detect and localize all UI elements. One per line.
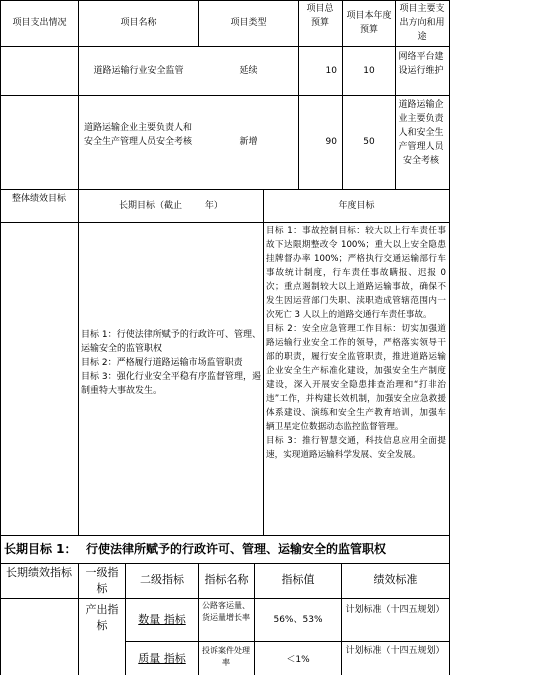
header-project-type: 项目类型: [230, 18, 267, 28]
table-line: [0, 189, 449, 190]
table-line: [0, 0, 1, 675]
header-direction: 项目主要支出方向和用途: [399, 4, 445, 42]
header-expenditure: 项目支出情况: [12, 18, 67, 28]
header-project-name: 项目名称: [120, 18, 157, 28]
project-1-total-budget: 10: [325, 66, 337, 76]
indicator-1-name: 公路客运量、货运量增长率: [202, 601, 250, 622]
long-term-indicator-label: 长期绩效指标: [6, 566, 72, 579]
annual-goal-header: 年度目标: [338, 201, 375, 211]
long-goal-1-text: 行使法律所赋予的行政许可、管理、运输安全的监管职权: [86, 542, 387, 556]
project-1-type: 延续: [239, 66, 258, 76]
project-1-year-budget: 10: [363, 66, 375, 76]
table-line: [298, 0, 299, 189]
project-2-year-budget: 50: [363, 137, 375, 147]
table-line: [125, 641, 449, 642]
performance-standard-header: 绩效标准: [373, 573, 418, 586]
project-2-total-budget: 90: [325, 137, 337, 147]
header-total-budget: 项目总预算: [306, 4, 334, 28]
long-term-goals-text: 目标 1：行使法律所赋予的行政许可、管理、运输安全的监管职权 目标 2：严格履行道路运输市场监管职责 目标 3：强化行业安全平稳有序监督管理，遏制重特大事故发生。: [81, 330, 261, 396]
level1-header: 一级指标: [85, 566, 119, 595]
table-line: [263, 189, 264, 535]
table-line: [0, 46, 449, 47]
indicator-value-header: 指标值: [281, 573, 315, 586]
indicator-name-header: 指标名称: [204, 573, 249, 586]
overall-goal-label: 整体绩效目标: [11, 194, 66, 204]
table-line: [0, 535, 449, 536]
table-line: [0, 598, 449, 599]
table-line: [342, 0, 343, 189]
level2-header: 二级指标: [140, 573, 184, 586]
table-line: [78, 0, 79, 535]
level2-quality: 质量 指标: [138, 652, 186, 665]
table-line: [395, 0, 396, 189]
project-1-direction: 网络平台建设运行维护: [398, 52, 444, 76]
table-line: [0, 95, 449, 96]
table-line: [0, 563, 449, 564]
header-year-budget: 项目本年度预算: [346, 11, 392, 35]
indicator-2-standard: 计划标准（十四五规划）: [345, 646, 445, 656]
project-2-direction: 道路运输企业主要负责人和安全生产管理人员安全考核: [398, 100, 444, 166]
project-1-name: 道路运输行业安全监管: [93, 66, 184, 76]
annual-goals-text: 目标 1：事故控制目标：较大以上行车责任事故下达限期整改令 100%；重大以上安全隐患挂牌督办率 100%；严格执行交通运输部行车事故统计制度，行车责任事故瞒报、迟报 0 次；重点遏制较大以上道路运输事故，确保不发生因运营部门失职、渎职造成管辖范围内一次死亡 3 人以上的道路交通行车责任事故。 目标 2：安全应急管理工作目标：切实加强道路运输行业安全工作的领导，严格落实领导干部的职责，履行安全监管职责，推进道路运输企业安全生产标准化建设，加强安全生产制度建设，深入开展安全隐患排查治理和“打非治违”工作，并构建长效机制，加强安全应急救援体系建设、演练和安全生产教育培训，加强车辆卫星定位数据动态监控监督管理。 目标 3：推行智慧交通，科技信息应用全面提速，实现道路运输科学发展、安全发展。: [266, 226, 446, 460]
project-2-type: 新增: [239, 137, 258, 147]
indicator-2-value: ＜1%: [286, 655, 310, 665]
indicator-1-standard: 计划标准（十四五规划）: [345, 605, 445, 615]
table-line: [0, 0, 449, 1]
long-term-goal-header: 长期目标（截止 年）: [119, 201, 223, 211]
table-line: [449, 0, 450, 675]
indicator-2-name: 投诉案件处理率: [202, 646, 250, 667]
level2-quantity: 数量 指标: [138, 613, 186, 626]
table-line: [0, 222, 449, 223]
indicator-1-value: 56%、53%: [273, 615, 323, 625]
long-goal-1-label: 长期目标 1：: [4, 542, 77, 556]
project-2-name: 道路运输企业主要负责人和安全生产管理人员安全考核: [83, 123, 192, 147]
level1-output: 产出指标: [85, 603, 119, 632]
table-line: [78, 563, 79, 675]
